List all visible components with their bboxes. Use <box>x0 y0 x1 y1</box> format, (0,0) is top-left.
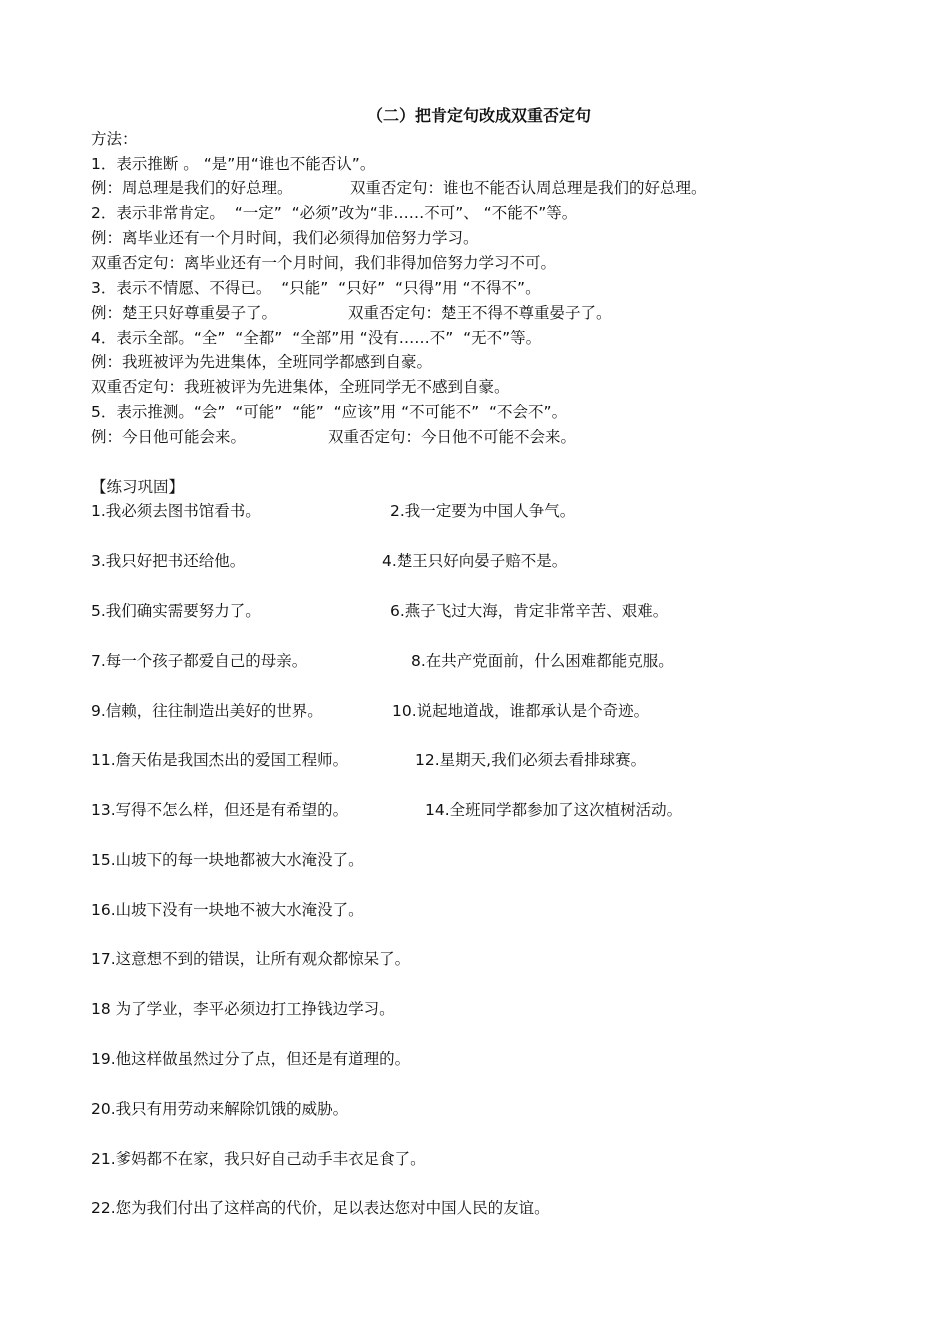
practice-item-4: 4.楚王只好向晏子赔不是。 <box>382 552 568 570</box>
practice-item-11: 11.詹天佑是我国杰出的爱国工程师。 <box>91 751 349 769</box>
method-heading: 方法： <box>91 130 138 148</box>
practice-item-14: 14.全班同学都参加了这次植树活动。 <box>425 801 683 819</box>
method-answer-2: 双重否定句：离毕业还有一个月时间，我们非得加倍努力学习不可。 <box>91 254 557 272</box>
practice-item-17: 17.这意想不到的错误，让所有观众都惊呆了。 <box>91 950 411 968</box>
practice-item-9: 9.信赖，往往制造出美好的世界。 <box>91 702 323 720</box>
practice-item-21: 21.爹妈都不在家，我只好自己动手丰衣足食了。 <box>91 1150 426 1168</box>
method-line-4: 4．表示全部。“全” “全都” “全部”用 “没有……不” “无不”等。 <box>91 329 542 347</box>
method-answer-5: 双重否定句：今日他不可能不会来。 <box>328 428 577 446</box>
method-line-3: 3．表示不情愿、不得已。 “只能” “只好” “只得”用 “不得不”。 <box>91 279 541 297</box>
practice-item-10: 10.说起地道战，谁都承认是个奇迹。 <box>392 702 650 720</box>
practice-item-20: 20.我只有用劳动来解除饥饿的威胁。 <box>91 1100 349 1118</box>
method-example-3: 例：楚王只好尊重晏子了。 <box>91 304 278 322</box>
practice-item-18: 18 为了学业，李平必须边打工挣钱边学习。 <box>91 1000 395 1018</box>
practice-item-15: 15.山坡下的每一块地都被大水淹没了。 <box>91 851 364 869</box>
page-title: （二）把肯定句改成双重否定句 <box>366 106 591 125</box>
practice-item-1: 1.我必须去图书馆看书。 <box>91 502 261 520</box>
method-answer-4: 双重否定句：我班被评为先进集体，全班同学无不感到自豪。 <box>91 378 510 396</box>
method-answer-3: 双重否定句：楚王不得不尊重晏子了。 <box>348 304 612 322</box>
practice-item-13: 13.写得不怎么样，但还是有希望的。 <box>91 801 349 819</box>
method-example-2: 例：离毕业还有一个月时间，我们必须得加倍努力学习。 <box>91 229 479 247</box>
practice-item-8: 8.在共产党面前，什么困难都能克服。 <box>411 652 674 670</box>
practice-item-22: 22.您为我们付出了这样高的代价，足以表达您对中国人民的友谊。 <box>91 1199 550 1217</box>
method-example-5: 例：今日他可能会来。 <box>91 428 247 446</box>
practice-item-6: 6.燕子飞过大海，肯定非常辛苦、艰难。 <box>390 602 669 620</box>
practice-item-3: 3.我只好把书还给他。 <box>91 552 246 570</box>
method-line-5: 5．表示推测。“会” “可能” “能” “应该”用 “不可能不” “不会不”。 <box>91 403 568 421</box>
practice-heading: 【练习巩固】 <box>91 478 185 496</box>
method-example-4: 例：我班被评为先进集体，全班同学都感到自豪。 <box>91 353 433 371</box>
method-example-1: 例：周总理是我们的好总理。 <box>91 179 293 197</box>
practice-item-16: 16.山坡下没有一块地不被大水淹没了。 <box>91 901 364 919</box>
practice-item-12: 12.星期天,我们必须去看排球赛。 <box>415 751 647 769</box>
method-line-1: 1．表示推断 。 “是”用“谁也不能否认”。 <box>91 155 376 173</box>
practice-item-19: 19.他这样做虽然过分了点，但还是有道理的。 <box>91 1050 411 1068</box>
method-answer-1: 双重否定句：谁也不能否认周总理是我们的好总理。 <box>350 179 707 197</box>
practice-item-7: 7.每一个孩子都爱自己的母亲。 <box>91 652 308 670</box>
method-line-2: 2．表示非常肯定。 “一定” “必须”改为“非……不可”、 “不能不”等。 <box>91 204 578 222</box>
practice-item-2: 2.我一定要为中国人争气。 <box>390 502 576 520</box>
practice-item-5: 5.我们确实需要努力了。 <box>91 602 261 620</box>
